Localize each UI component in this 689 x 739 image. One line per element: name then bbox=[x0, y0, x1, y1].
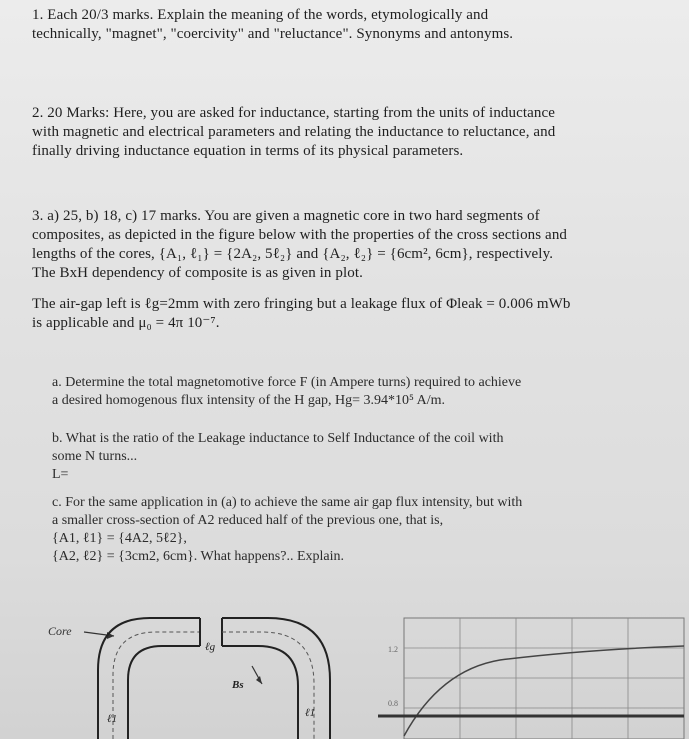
left-core-center-path bbox=[113, 632, 200, 739]
core-label: Core bbox=[48, 624, 72, 638]
part-a bbox=[52, 374, 662, 410]
bh-plot-y-tick-top: 1.2 bbox=[388, 645, 398, 654]
part-b-line: b. What is the ratio of the Leakage inductance to Self Inductance of the coil with bbox=[52, 431, 504, 446]
part-c bbox=[52, 494, 662, 566]
l1-label-left: ℓ1 bbox=[107, 713, 118, 725]
right-core-inner bbox=[222, 646, 298, 739]
part-c-line: c. For the same application in (a) to achieve the same air gap flux intensity, but with bbox=[52, 495, 523, 510]
question-3-line: 3. a) 25, b) 18, c) 17 marks. You are given a magnetic core in two hard segments of bbox=[32, 208, 540, 224]
part-a-line: a. Determine the total magnetomotive force F (in Ampere turns) required to achieve bbox=[52, 375, 522, 390]
part-c-line: {A1, ℓ1} = {4A2, 5ℓ2}, bbox=[52, 531, 187, 546]
question-3-airgap-line: The air-gap left is ℓg=2mm with zero fringing but a leakage flux of Φleak = 0.006 mWb bbox=[32, 296, 571, 312]
question-1 bbox=[32, 6, 662, 44]
bs-label: Bs bbox=[232, 679, 244, 691]
question-3-line: The BxH dependency of composite is as given in plot. bbox=[32, 265, 363, 281]
left-core-inner bbox=[128, 646, 200, 739]
part-a-line: a desired homogenous flux intensity of the H gap, Hg= 3.94*10⁵ A/m. bbox=[52, 393, 446, 408]
figure-area bbox=[0, 600, 689, 739]
bh-plot bbox=[378, 618, 684, 739]
bh-plot-frame bbox=[404, 618, 684, 739]
bs-arrowhead bbox=[256, 676, 262, 684]
question-3 bbox=[32, 207, 662, 333]
figure-svg bbox=[0, 600, 689, 739]
question-2 bbox=[32, 104, 662, 161]
question-1-line: 1. Each 20/3 marks. Explain the meaning of the words, etymologically and bbox=[32, 7, 489, 23]
part-b-answer: L= bbox=[52, 467, 69, 482]
question-2-line: finally driving inductance equation in terms of its physical parameters. bbox=[32, 143, 464, 159]
question-2-line: with magnetic and electrical parameters and relating the inductance to reluctance, and bbox=[32, 124, 556, 140]
question-3-line: composites, as depicted in the figure below with the properties of the cross sections and bbox=[32, 227, 568, 243]
part-b bbox=[52, 430, 662, 484]
l1-label-right: ℓ1 bbox=[305, 707, 316, 719]
bh-curve bbox=[404, 646, 684, 736]
air-gap-label: ℓg bbox=[205, 641, 216, 653]
part-b-line: some N turns... bbox=[52, 449, 138, 464]
part-c-line: {A2, ℓ2} = {3cm2, 6cm}. What happens?.. Explain. bbox=[52, 549, 344, 564]
bh-plot-y-tick-low: 0.8 bbox=[388, 699, 398, 708]
question-1-line: technically, "magnet", "coercivity" and "reluctance". Synonyms and antonyms. bbox=[32, 26, 514, 42]
part-c-line: a smaller cross-section of A2 reduced half of the previous one, that is, bbox=[52, 513, 444, 528]
question-3-line: lengths of the cores, {A₁, ℓ₁} = {2A₂, 5ℓ₂} and {A₂, ℓ₂} = {6cm², 6cm}, respectively. bbox=[32, 246, 554, 262]
question-2-line: 2. 20 Marks: Here, you are asked for inductance, starting from the units of inductance bbox=[32, 105, 556, 121]
question-3-airgap-line: is applicable and μ₀ = 4π 10⁻⁷. bbox=[32, 315, 220, 331]
